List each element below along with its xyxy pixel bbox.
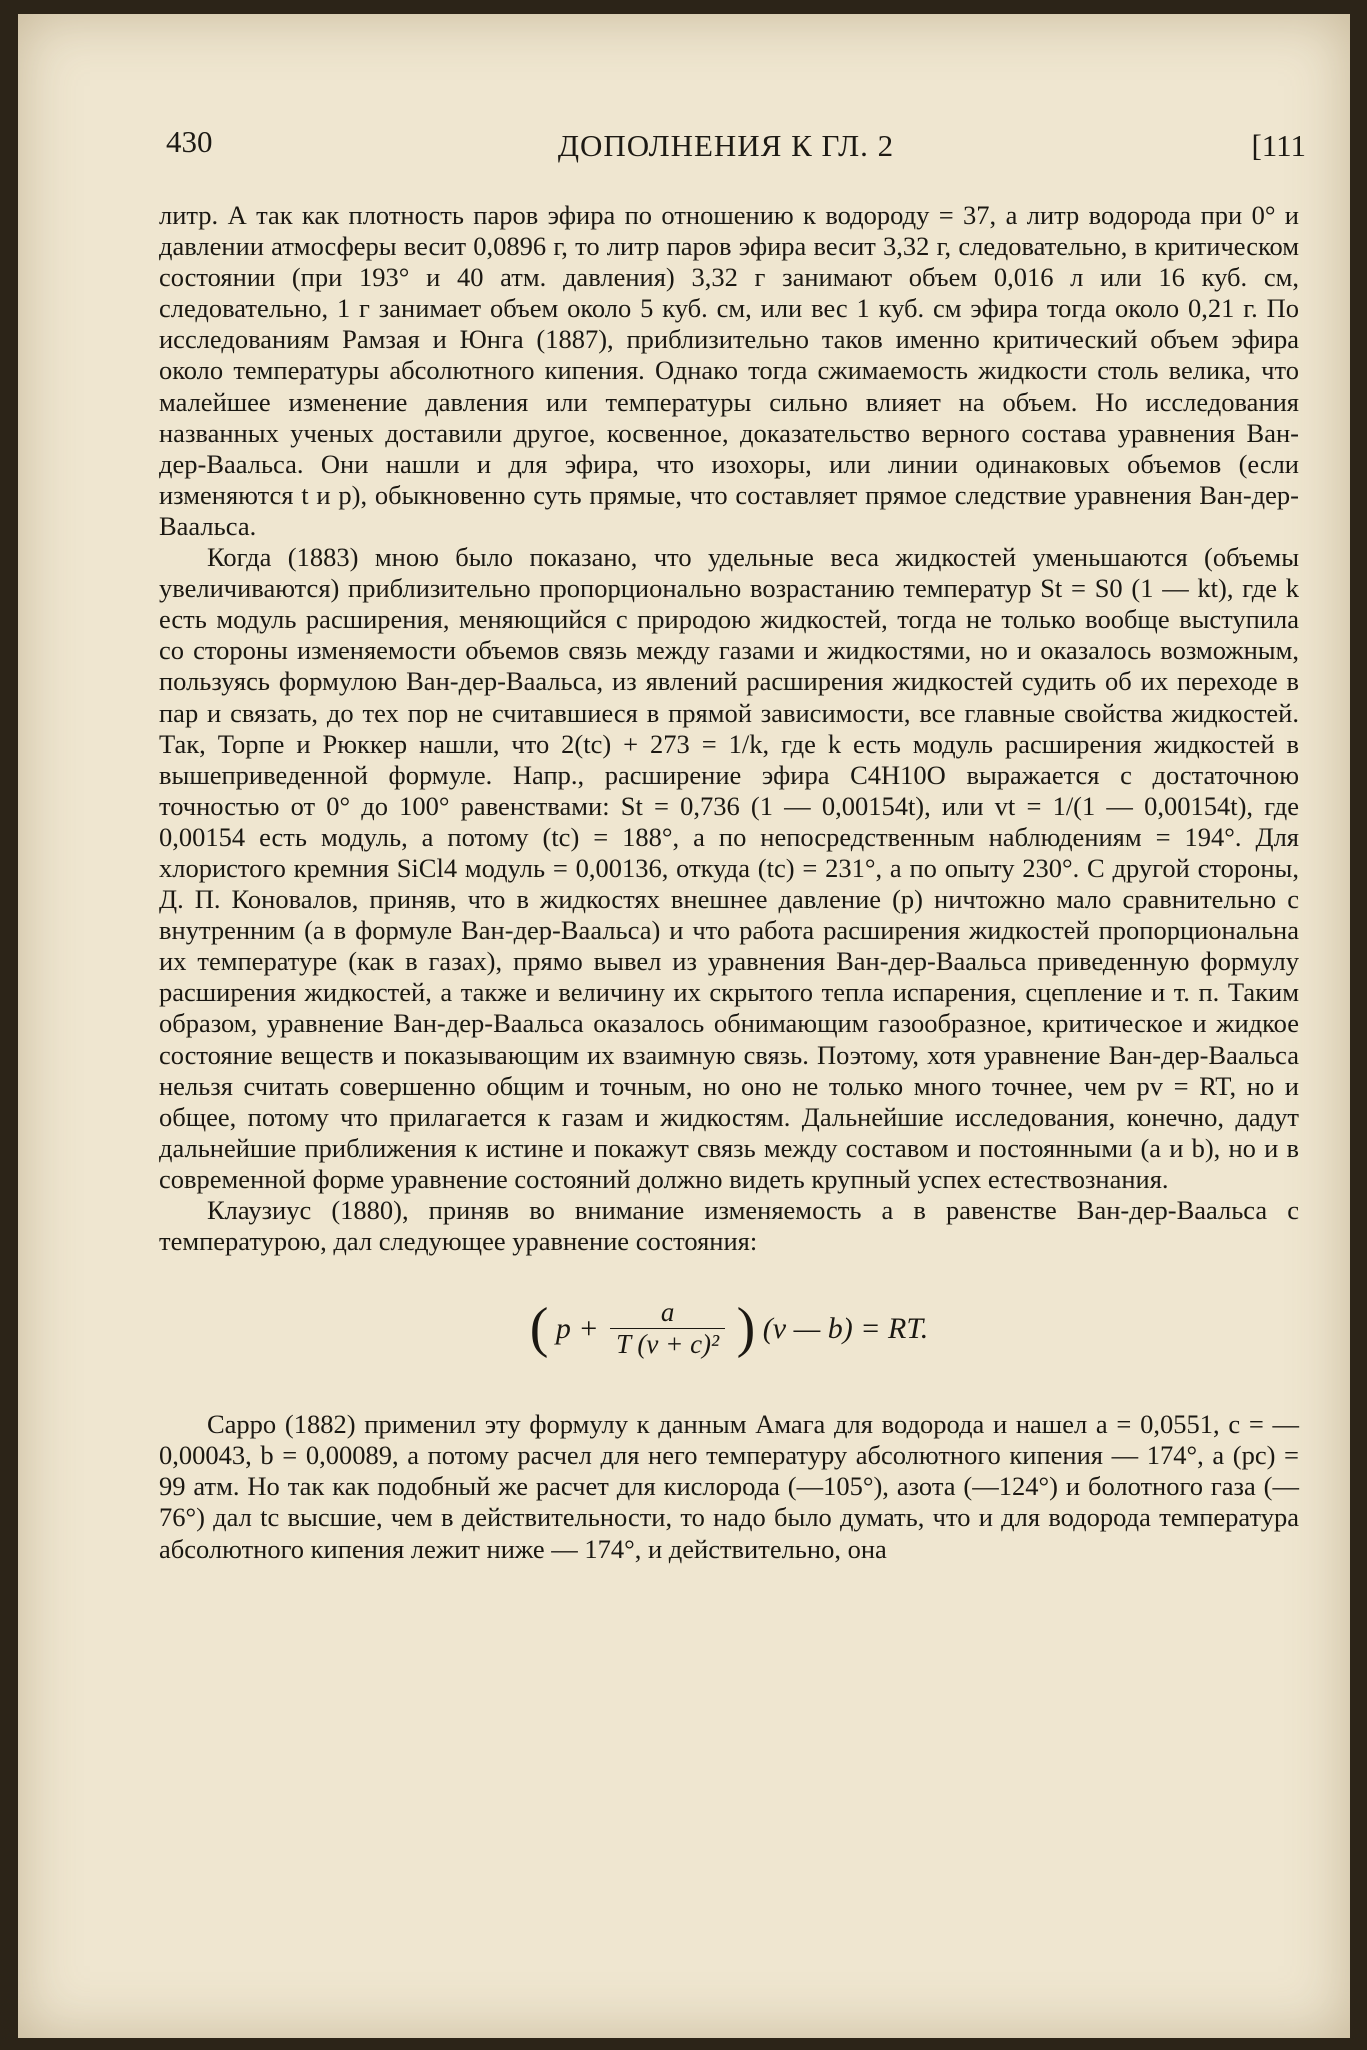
formula-denominator: T (v + c)²: [616, 1329, 720, 1360]
paragraph-4: Сарро (1882) применил эту формулу к данным Амага для водорода и нашел a = 0,0551, c = —0,00043, b = 0,00089, а потому расчел для него температуру абсолютного кипения — 174°, а (pc) = 99 атм. Но так как подобный же расчет для кислорода (—105°), азота (—124°) и болотного газа (—76°) дал tc высшие, чем в действительности, то надо было думать, что и для водорода температура абсолютного кипения лежит ниже — 174°, и действительно, она: [159, 1409, 1299, 1564]
formula-numerator: a: [610, 1297, 725, 1329]
paragraph-1: литр. А так как плотность паров эфира по отношению к водороду = 37, а литр водорода при 0° и давлении атмосферы весит 0,0896 г, то литр паров эфира весит 3,32 г, следовательно, в критическом состоянии (при 193° и 40 атм. давления) 3,32 г занимают объем 0,016 л или 16 куб. см, следовательно, 1 г занимает объем около 5 куб. см, или вес 1 куб. см эфира тогда около 0,21 г. По исследованиям Рамзая и Юнга (1887), приблизительно таков именно критический объем эфира около температуры абсолютного кипения. Однако тогда сжимаемость жидкости столь велика, что малейшее изменение давления или температуры сильно влияет на объем. Но исследования названных ученых доставили другое, косвенное, доказательство верного состава уравнения Ван-дер-Ваальса. Они нашли и для эфира, что изохоры, или линии одинаковых объемов (если изменяются t и p), обыкновенно суть прямые, что составляет прямое следствие уравнения Ван-дер-Ваальса.: [159, 200, 1299, 541]
book-page: [18, 14, 1350, 2038]
running-title: ДОПОЛНЕНИЯ К ГЛ. 2: [557, 128, 895, 163]
paragraph-3: Клаузиус (1880), приняв во внимание изменяемость a в равенстве Ван-дер-Ваальса с температурою, дал следующее уравнение состояния:: [159, 1195, 1299, 1257]
formula-lead: p +: [555, 1312, 599, 1346]
page-number: 430: [166, 124, 213, 159]
clausius-equation: [159, 1291, 1299, 1371]
formula-close-paren: ): [736, 1297, 756, 1360]
section-number: [111: [1251, 128, 1306, 163]
formula-fraction: [610, 1297, 725, 1360]
paragraph-2: Когда (1883) мною было показано, что удельные веса жидкостей уменьшаются (объемы увеличиваются) приблизительно пропорционально возрастанию температур St = S0 (1 — kt), где k есть модуль расширения, меняющийся с природою жидкостей, тогда не только вообще выступила со стороны изменяемости объемов связь между газами и жидкостями, но и оказалось возможным, пользуясь формулою Ван-дер-Ваальса, из явлений расширения жидкостей судить об их переходе в пар и связать, до тех пор не считавшиеся в прямой зависимости, все главные свойства жидкостей. Так, Торпе и Рюккер нашли, что 2(tc) + 273 = 1/k, где k есть модуль расширения жидкостей в вышеприведенной формуле. Напр., расширение эфира C4H10O выражается с достаточною точностью от 0° до 100° равенствами: St = 0,736 (1 — 0,00154t), или vt = 1/(1 — 0,00154t), где 0,00154 есть модуль, а потому (tc) = 188°, а по непосредственным наблюдениям = 194°. Для хлористого кремния SiCl4 модуль = 0,00136, откуда (tc) = 231°, а по опыту 230°. С другой стороны, Д. П. Коновалов, приняв, что в жидкостях внешнее давление (p) ничтожно мало сравнительно с внутренним (a в формуле Ван-дер-Ваальса) и что работа расширения жидкостей пропорциональна их температуре (как в газах), прямо вывел из уравнения Ван-дер-Ваальса приведенную формулу расширения жидкостей, а также и величину их скрытого тепла испарения, сцепление и т. п. Таким образом, уравнение Ван-дер-Ваальса оказалось обнимающим газообразное, критическое и жидкое состояние веществ и показывающим их взаимную связь. Поэтому, хотя уравнение Ван-дер-Ваальса нельзя считать совершенно общим и точным, но оно не только много точнее, чем pv = RT, но и общее, потому что прилагается к газам и жидкостям. Дальнейшие исследования, конечно, дадут дальнейшие приближения к истине и покажут связь между составом и постоянными (a и b), но и в современной форме уравнение состояний должно видеть крупный успех естествознания.: [159, 542, 1299, 1194]
page-body: [159, 200, 1299, 1565]
formula-rest: (v — b) = RT.: [762, 1312, 929, 1346]
page-header: [146, 118, 1306, 168]
formula-open-paren: (: [529, 1297, 549, 1360]
